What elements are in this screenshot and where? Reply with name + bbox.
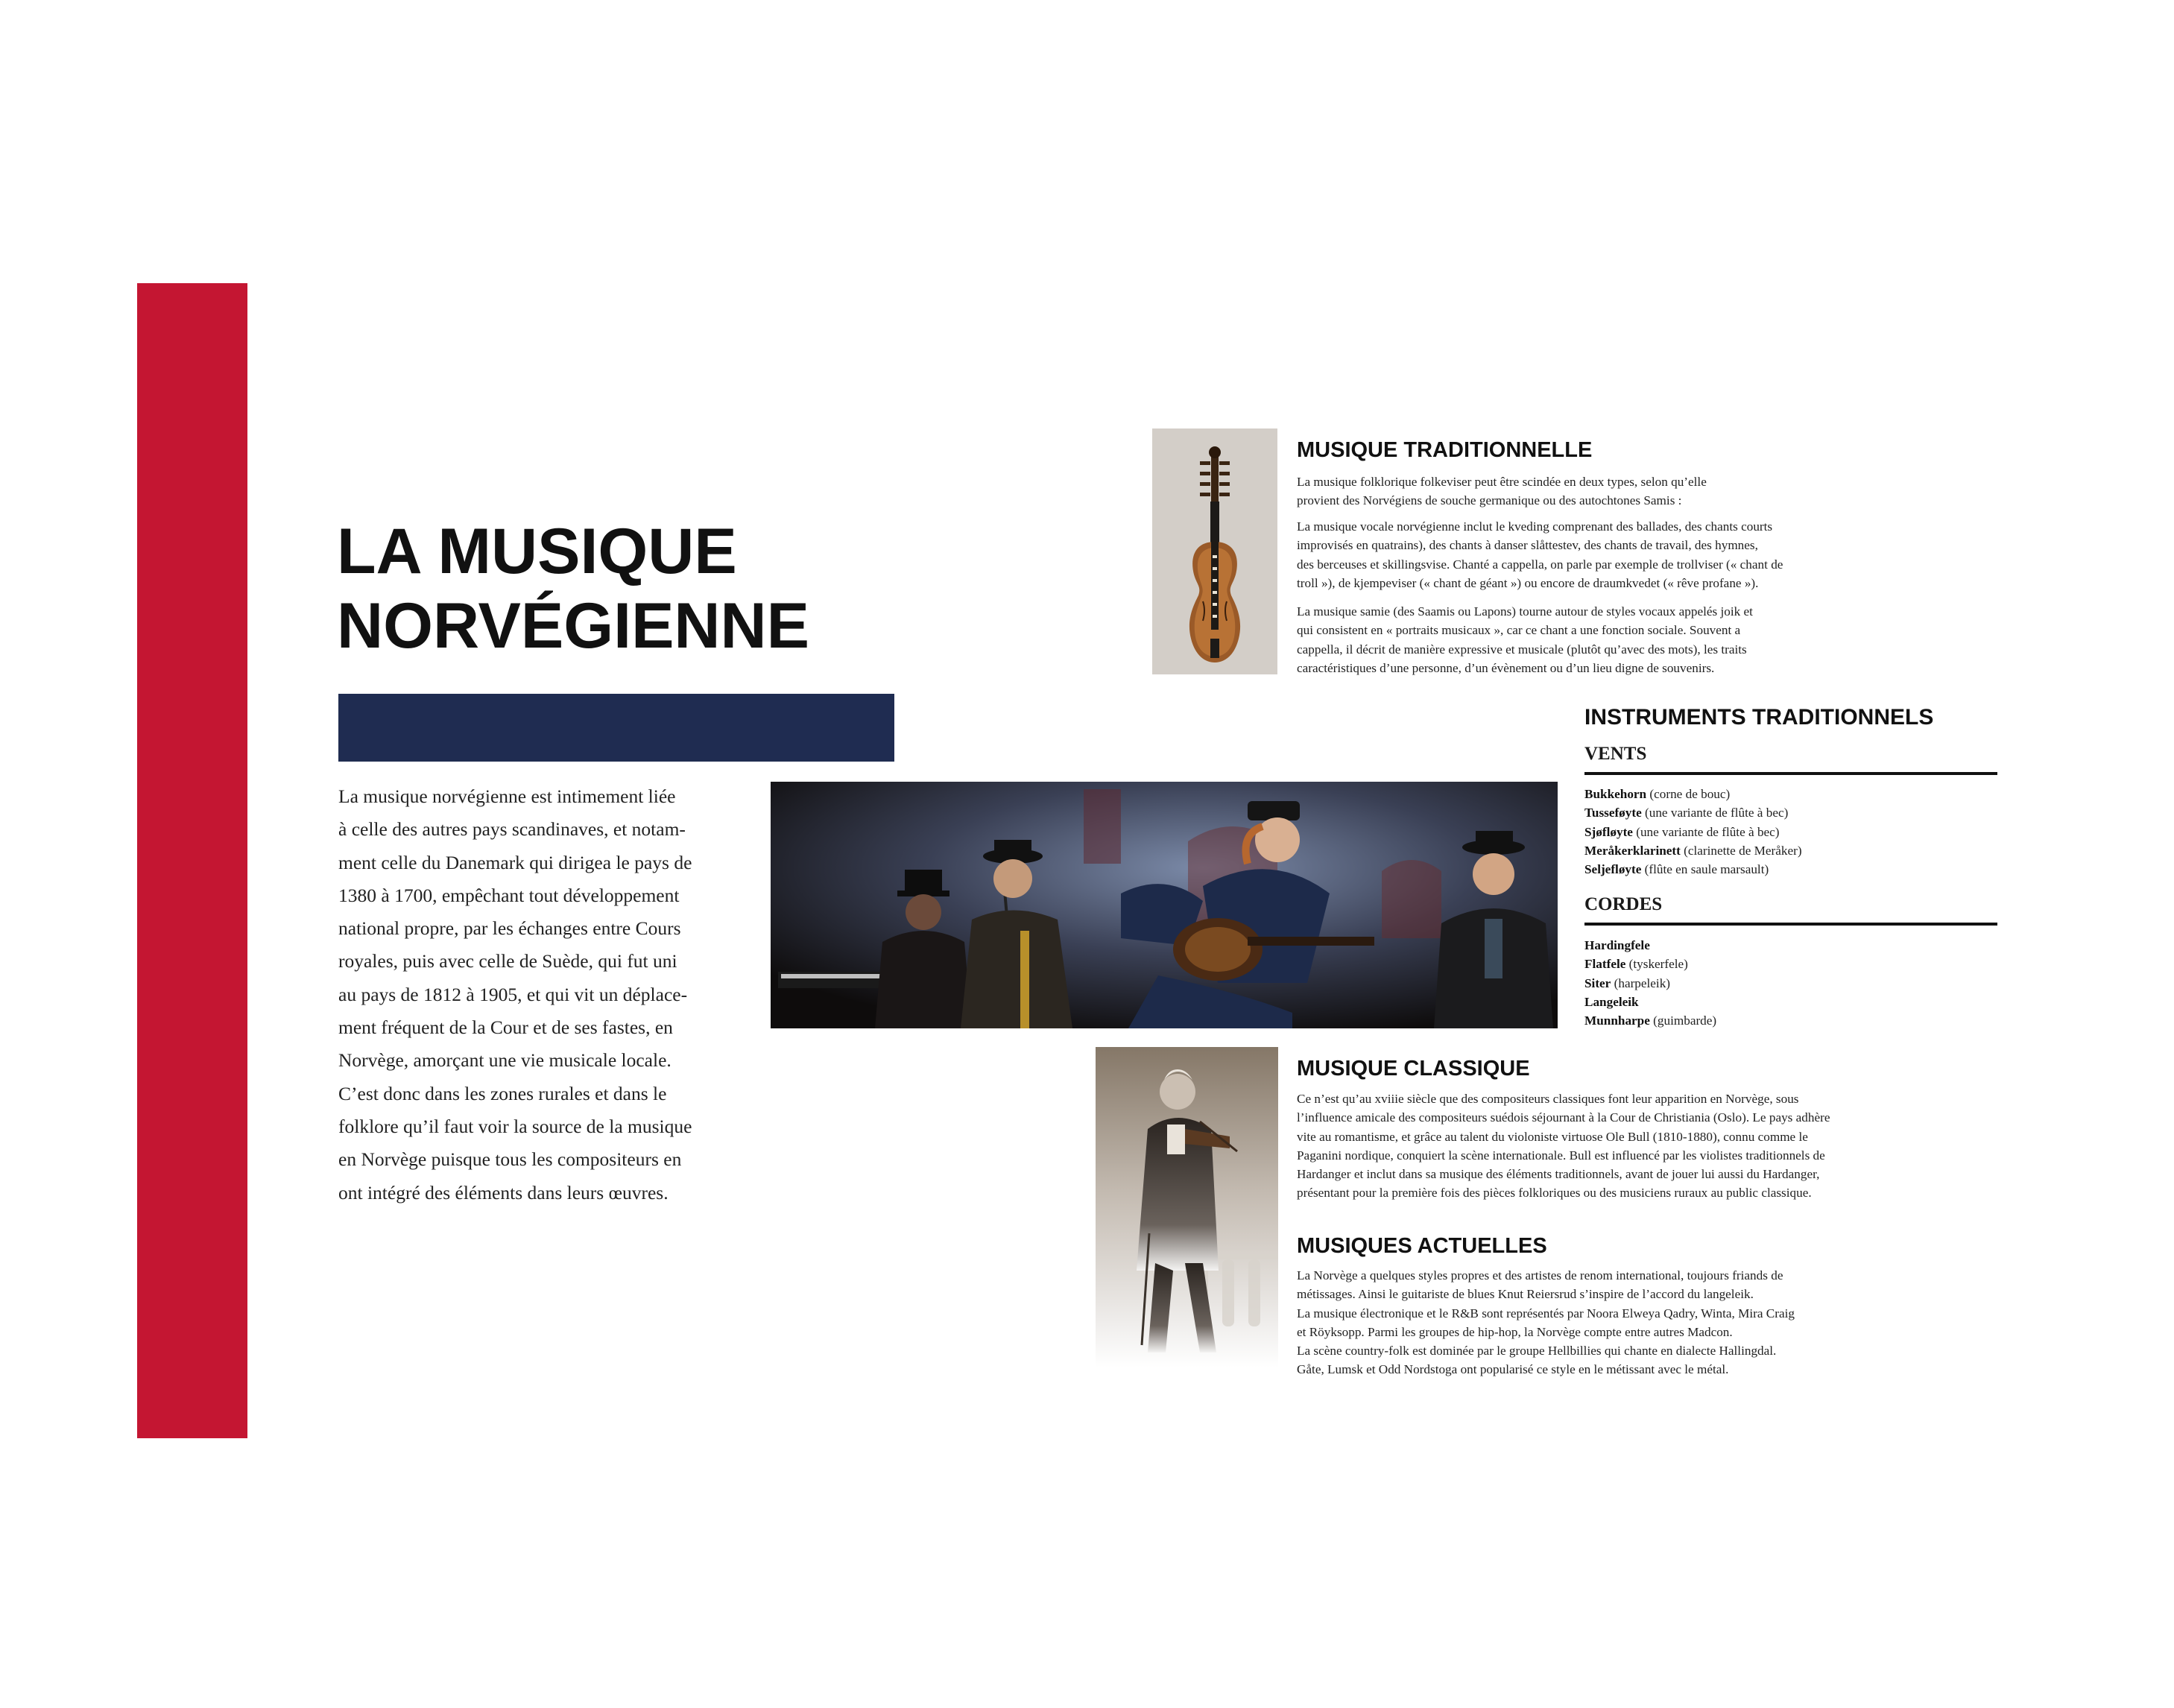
intro-line: national propre, par les échanges entre Cours [338, 917, 681, 940]
instrument-desc: (guimbarde) [1649, 1013, 1717, 1028]
instrument-desc: (clarinette de Meråker) [1680, 843, 1802, 858]
list-item [1584, 803, 2002, 822]
instrument-name: Sjøfløyte [1584, 824, 1633, 839]
vents-list [1584, 785, 2002, 879]
intro-line: à celle des autres pays scandinaves, et notam- [338, 818, 686, 841]
text-line: Paganini nordique, conquiert la scène internationale. Bull est influencé par les violistes traditionnels de [1297, 1148, 1825, 1163]
red-accent-bar [137, 283, 247, 1438]
text-line: troll »), de kjempeviser (« chant de géant ») ou encore de draumkvedet (« rêve profane »). [1297, 575, 1759, 590]
text-line: provient des Norvégiens de souche germanique ou des autochtones Samis : [1297, 493, 1682, 508]
text-line: La scène country-folk est dominée par le groupe Hellbillies qui chante en dialecte Hallingdal. [1297, 1344, 1777, 1359]
list-item [1584, 955, 2002, 973]
intro-paragraph [338, 780, 747, 1209]
list-item [1584, 974, 2002, 993]
instrument-name: Tusseføyte [1584, 806, 1642, 820]
instrument-name: Flatfele [1584, 957, 1626, 972]
text-line: La musique vocale norvégienne inclut le kveding comprenant des ballades, des chants courts [1297, 519, 1773, 534]
instrument-name: Hardingfele [1584, 938, 1650, 952]
band-concert-photo [771, 782, 1558, 1028]
instrument-desc: (une variante de flûte à bec) [1632, 824, 1780, 839]
classique-paragraph [1297, 1089, 1960, 1203]
text-line: présentant pour la première fois des pièces folkloriques ou des musiciens ruraux au public classique. [1297, 1186, 1812, 1201]
instrument-name: Bukkehorn [1584, 787, 1647, 801]
text-line: Gåte, Lumsk et Odd Nordstoga ont popularisé ce style en le métissant avec le métal. [1297, 1362, 1729, 1377]
instrument-desc: (tyskerfele) [1625, 957, 1688, 972]
list-item [1584, 785, 2002, 803]
text-line: improvisés en quatrains), des chants à danser slåttestev, des chants de travail, des hymnes, [1297, 538, 1758, 553]
traditionnelle-paragraph-1 [1297, 472, 1908, 510]
intro-line: au pays de 1812 à 1905, et qui vit un déplace- [338, 983, 688, 1005]
instrument-desc: (flûte en saule marsault) [1641, 862, 1769, 877]
list-item [1584, 993, 2002, 1011]
list-item [1584, 823, 2002, 841]
intro-line: folklore qu’il faut voir la source de la musique [338, 1115, 692, 1137]
text-line: La musique samie (des Saamis ou Lapons) tourne autour de styles vocaux appelés joik et [1297, 604, 1753, 619]
page-title [337, 514, 873, 663]
instrument-name: Munnharpe [1584, 1013, 1650, 1028]
text-line: cappella, il décrit de manière expressive et musicale (plutôt qu’avec des mots), les traits [1297, 642, 1747, 657]
section-title-actuelles: MUSIQUES ACTUELLES [1297, 1234, 1547, 1258]
text-line: Hardanger et inclut dans sa musique des éléments traditionnels, avant de jouer lui aussi du Hardanger, [1297, 1167, 1820, 1182]
vents-divider [1584, 772, 1997, 775]
text-line: La Norvège a quelques styles propres et des artistes de renom international, toujours friands de [1297, 1268, 1783, 1282]
text-line: vite au romantisme, et grâce au talent du violoniste virtuose Ole Bull (1810-1880), connu comme le [1297, 1129, 1808, 1144]
text-line: et Röyksopp. Parmi les groupes de hip-hop, la Norvège compte entre autres Madcon. [1297, 1324, 1733, 1339]
list-item [1584, 936, 2002, 955]
navy-accent-bar [338, 694, 894, 762]
title-line-1: LA MUSIQUE [337, 516, 737, 587]
intro-line: ont intégré des éléments dans leurs œuvres. [338, 1181, 669, 1203]
list-item [1584, 1011, 2002, 1030]
list-item [1584, 841, 2002, 860]
intro-line: en Norvège puisque tous les compositeurs en [338, 1148, 682, 1171]
text-line: l’influence amicale des compositeurs suédois séjournant à la Cour de Christiania (Oslo). Le pays adhère [1297, 1110, 1830, 1125]
instrument-desc: (corne de bouc) [1646, 787, 1731, 801]
intro-line: C’est donc dans les zones rurales et dans le [338, 1082, 667, 1104]
text-line: Ce n’est qu’au xviiie siècle que des compositeurs classiques font leur apparition en Norvège, sous [1297, 1092, 1799, 1106]
intro-line: ment fréquent de la Cour et de ses fastes, en [338, 1016, 673, 1039]
ole-bull-portrait-photo [1096, 1047, 1278, 1367]
traditionnelle-paragraph-3 [1297, 602, 1908, 677]
hardanger-fiddle-photo [1152, 428, 1277, 674]
text-line: caractéristiques d’une personne, d’un évènement ou d’un lieu digne de souvenirs. [1297, 660, 1715, 675]
instrument-name: Seljefløyte [1584, 862, 1642, 877]
instrument-name: Siter [1584, 975, 1611, 990]
instrument-desc: (harpeleik) [1611, 975, 1671, 990]
section-title-instruments: INSTRUMENTS TRADITIONNELS [1584, 705, 1934, 730]
text-line: La musique électronique et le R&B sont représentés par Noora Elweya Qadry, Winta, Mira Craig [1297, 1306, 1795, 1320]
section-title-classique: MUSIQUE CLASSIQUE [1297, 1057, 1530, 1081]
intro-line: 1380 à 1700, empêchant tout développement [338, 884, 680, 906]
intro-line: Norvège, amorçant une vie musicale locale. [338, 1049, 672, 1072]
vents-heading: VENTS [1584, 744, 1647, 764]
intro-line: royales, puis avec celle de Suède, qui fut uni [338, 950, 677, 972]
cordes-list [1584, 936, 2002, 1030]
section-title-traditionnelle: MUSIQUE TRADITIONNELLE [1297, 438, 1593, 462]
text-line: métissages. Ainsi le guitariste de blues Knut Reiersrud s’inspire de l’accord du langeleik. [1297, 1287, 1754, 1302]
instrument-name: Langeleik [1584, 994, 1639, 1009]
title-line-2: NORVÉGIENNE [337, 590, 809, 662]
cordes-heading: CORDES [1584, 894, 1663, 914]
intro-line: ment celle du Danemark qui dirigea le pays de [338, 851, 692, 873]
cordes-divider [1584, 923, 1997, 926]
text-line: qui consistent en « portraits musicaux », car ce chant a une fonction sociale. Souvent a [1297, 623, 1741, 638]
traditionnelle-paragraph-2 [1297, 517, 1908, 592]
text-line: des berceuses et skillingsvise. Chanté a cappella, on parle par exemple de trollviser (« chant de [1297, 557, 1783, 572]
actuelles-paragraph [1297, 1266, 1938, 1379]
list-item [1584, 860, 2002, 879]
instrument-desc: (une variante de flûte à bec) [1641, 806, 1789, 820]
intro-line: La musique norvégienne est intimement liée [338, 785, 676, 807]
instrument-name: Meråkerklarinett [1584, 843, 1681, 858]
text-line: La musique folklorique folkeviser peut être scindée en deux types, selon qu’elle [1297, 475, 1707, 489]
